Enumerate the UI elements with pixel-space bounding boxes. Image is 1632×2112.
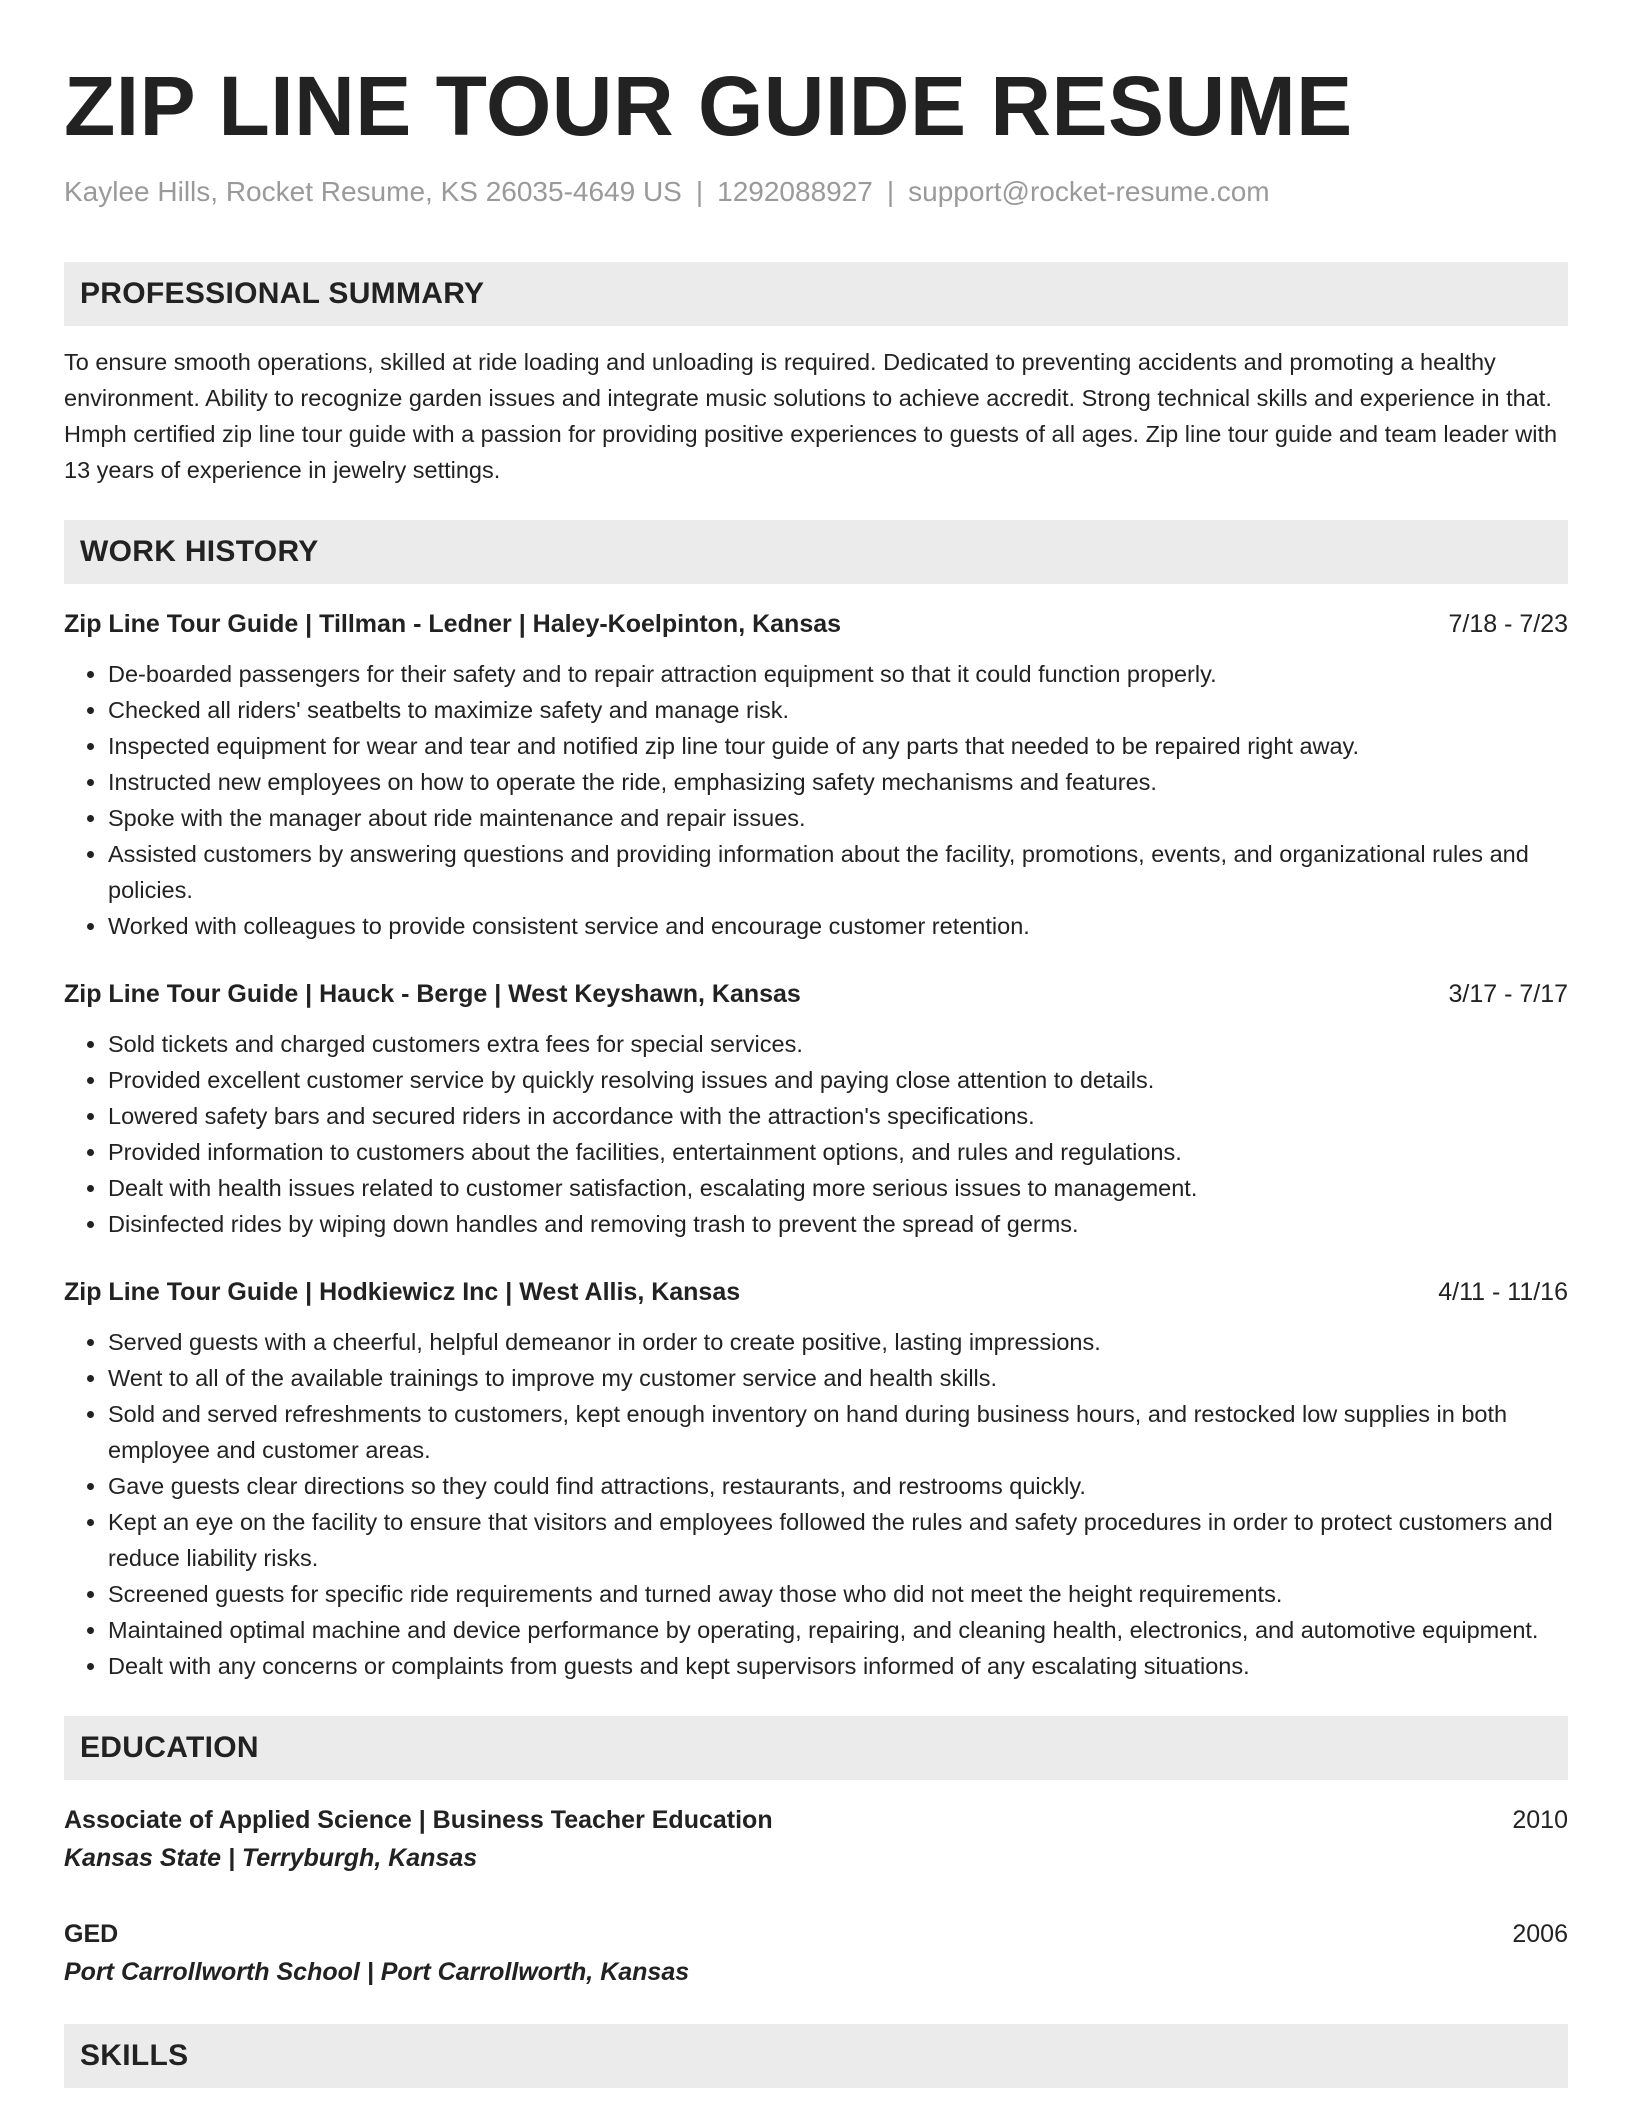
job-bullet: • Served guests with a cheerful, helpful demeanor in order to create positive, lasting impressions. (108, 1324, 1568, 1360)
job-bullet: • Provided information to customers about the facilities, entertainment options, and rules and regulations. (108, 1134, 1568, 1170)
job-bullet: • Went to all of the available trainings to improve my customer service and health skills. (108, 1360, 1568, 1396)
job-bullet: • Screened guests for specific ride requirements and turned away those who did not meet the height requirements. (108, 1576, 1568, 1612)
job-header (64, 606, 1568, 642)
education-entry (64, 1916, 1568, 1992)
contact-separator: | (695, 176, 704, 207)
education-year: 2006 (1512, 1920, 1568, 1948)
education-header (64, 1802, 1568, 1838)
job-bullet: • Gave guests clear directions so they could find attractions, restaurants, and restrooms quickly. (108, 1468, 1568, 1504)
education-school: Kansas State | Terryburgh, Kansas (64, 1844, 478, 1872)
job-title: Zip Line Tour Guide | Hauck - Berge | West Keyshawn, Kansas (64, 980, 801, 1008)
job-bullet: • Sold and served refreshments to customers, kept enough inventory on hand during business hours, and restocked low supplies in both employee and customer areas. (108, 1396, 1568, 1468)
resume-title: ZIP LINE TOUR GUIDE RESUME (64, 59, 1353, 153)
section-header-skills: SKILLS (64, 2024, 1568, 2088)
job-title: Zip Line Tour Guide | Hodkiewicz Inc | West Allis, Kansas (64, 1278, 741, 1306)
contact-separator: | (886, 176, 895, 207)
job-bullets (64, 1026, 1568, 1242)
job-dates: 7/18 - 7/23 (1448, 610, 1568, 638)
job-bullet: • Kept an eye on the facility to ensure that visitors and employees followed the rules and safety procedures in order to protect customers and reduce liability risks. (108, 1504, 1568, 1576)
job-title: Zip Line Tour Guide | Tillman - Ledner | Haley-Koelpinton, Kansas (64, 610, 842, 638)
contact-phone: 1292088927 (717, 176, 873, 207)
job-bullet: • Maintained optimal machine and device performance by operating, repairing, and cleaning health, electronics, and automotive equipment. (108, 1612, 1568, 1648)
job-bullet: • Disinfected rides by wiping down handles and removing trash to prevent the spread of germs. (108, 1206, 1568, 1242)
job-bullet: • Sold tickets and charged customers extra fees for special services. (108, 1026, 1568, 1062)
section-header-work-history: WORK HISTORY (64, 520, 1568, 584)
job-bullet: • Instructed new employees on how to operate the ride, emphasizing safety mechanisms and features. (108, 764, 1568, 800)
job-bullet: • Dealt with health issues related to customer satisfaction, escalating more serious issues to management. (108, 1170, 1568, 1206)
job-bullet: • Spoke with the manager about ride maintenance and repair issues. (108, 800, 1568, 836)
section-header-education: EDUCATION (64, 1716, 1568, 1780)
job-entry (64, 1274, 1568, 1684)
summary-text: To ensure smooth operations, skilled at ride loading and unloading is required. Dedicated to preventing accidents and promoting a healthy environment. Ability to recognize garden issues and integrate music solutions to achieve accredit. Strong technical skills and experience in that. Hmph certified zip line tour guide with a passion for providing positive experiences to guests of all ages. Zip line tour guide and team leader with 13 years of experience in jewelry settings. (64, 349, 1558, 483)
job-bullet: • Dealt with any concerns or complaints from guests and kept supervisors informed of any escalating situations. (108, 1648, 1568, 1684)
contact-address: Kaylee Hills, Rocket Resume, KS 26035-4649 US (64, 176, 682, 207)
education-entry (64, 1802, 1568, 1878)
job-header (64, 1274, 1568, 1310)
job-entry (64, 976, 1568, 1242)
job-bullet: • Lowered safety bars and secured riders in accordance with the attraction's specifications. (108, 1098, 1568, 1134)
job-bullet: • Checked all riders' seatbelts to maximize safety and manage risk. (108, 692, 1568, 728)
job-bullets (64, 1324, 1568, 1684)
education-school: Port Carrollworth School | Port Carrollworth, Kansas (64, 1958, 690, 1986)
job-bullet: • Inspected equipment for wear and tear and notified zip line tour guide of any parts that needed to be repaired right away. (108, 728, 1568, 764)
job-entry (64, 606, 1568, 944)
job-dates: 4/11 - 11/16 (1438, 1278, 1568, 1306)
job-bullets (64, 656, 1568, 944)
education-degree: GED (64, 1920, 119, 1948)
job-bullet: • Assisted customers by answering questions and providing information about the facility, promotions, events, and organizational rules and policies. (108, 836, 1568, 908)
contact-line (64, 172, 1568, 212)
job-bullet: • Provided excellent customer service by quickly resolving issues and paying close attention to details. (108, 1062, 1568, 1098)
education-degree: Associate of Applied Science | Business Teacher Education (64, 1806, 773, 1834)
contact-email[interactable]: support@rocket-resume.com (908, 176, 1270, 207)
section-header-summary: PROFESSIONAL SUMMARY (64, 262, 1568, 326)
job-bullet: • Worked with colleagues to provide consistent service and encourage customer retention. (108, 908, 1568, 944)
job-dates: 3/17 - 7/17 (1448, 980, 1568, 1008)
job-header (64, 976, 1568, 1012)
job-bullet: • De-boarded passengers for their safety and to repair attraction equipment so that it could function properly. (108, 656, 1568, 692)
education-year: 2010 (1512, 1806, 1568, 1834)
education-header (64, 1916, 1568, 1952)
